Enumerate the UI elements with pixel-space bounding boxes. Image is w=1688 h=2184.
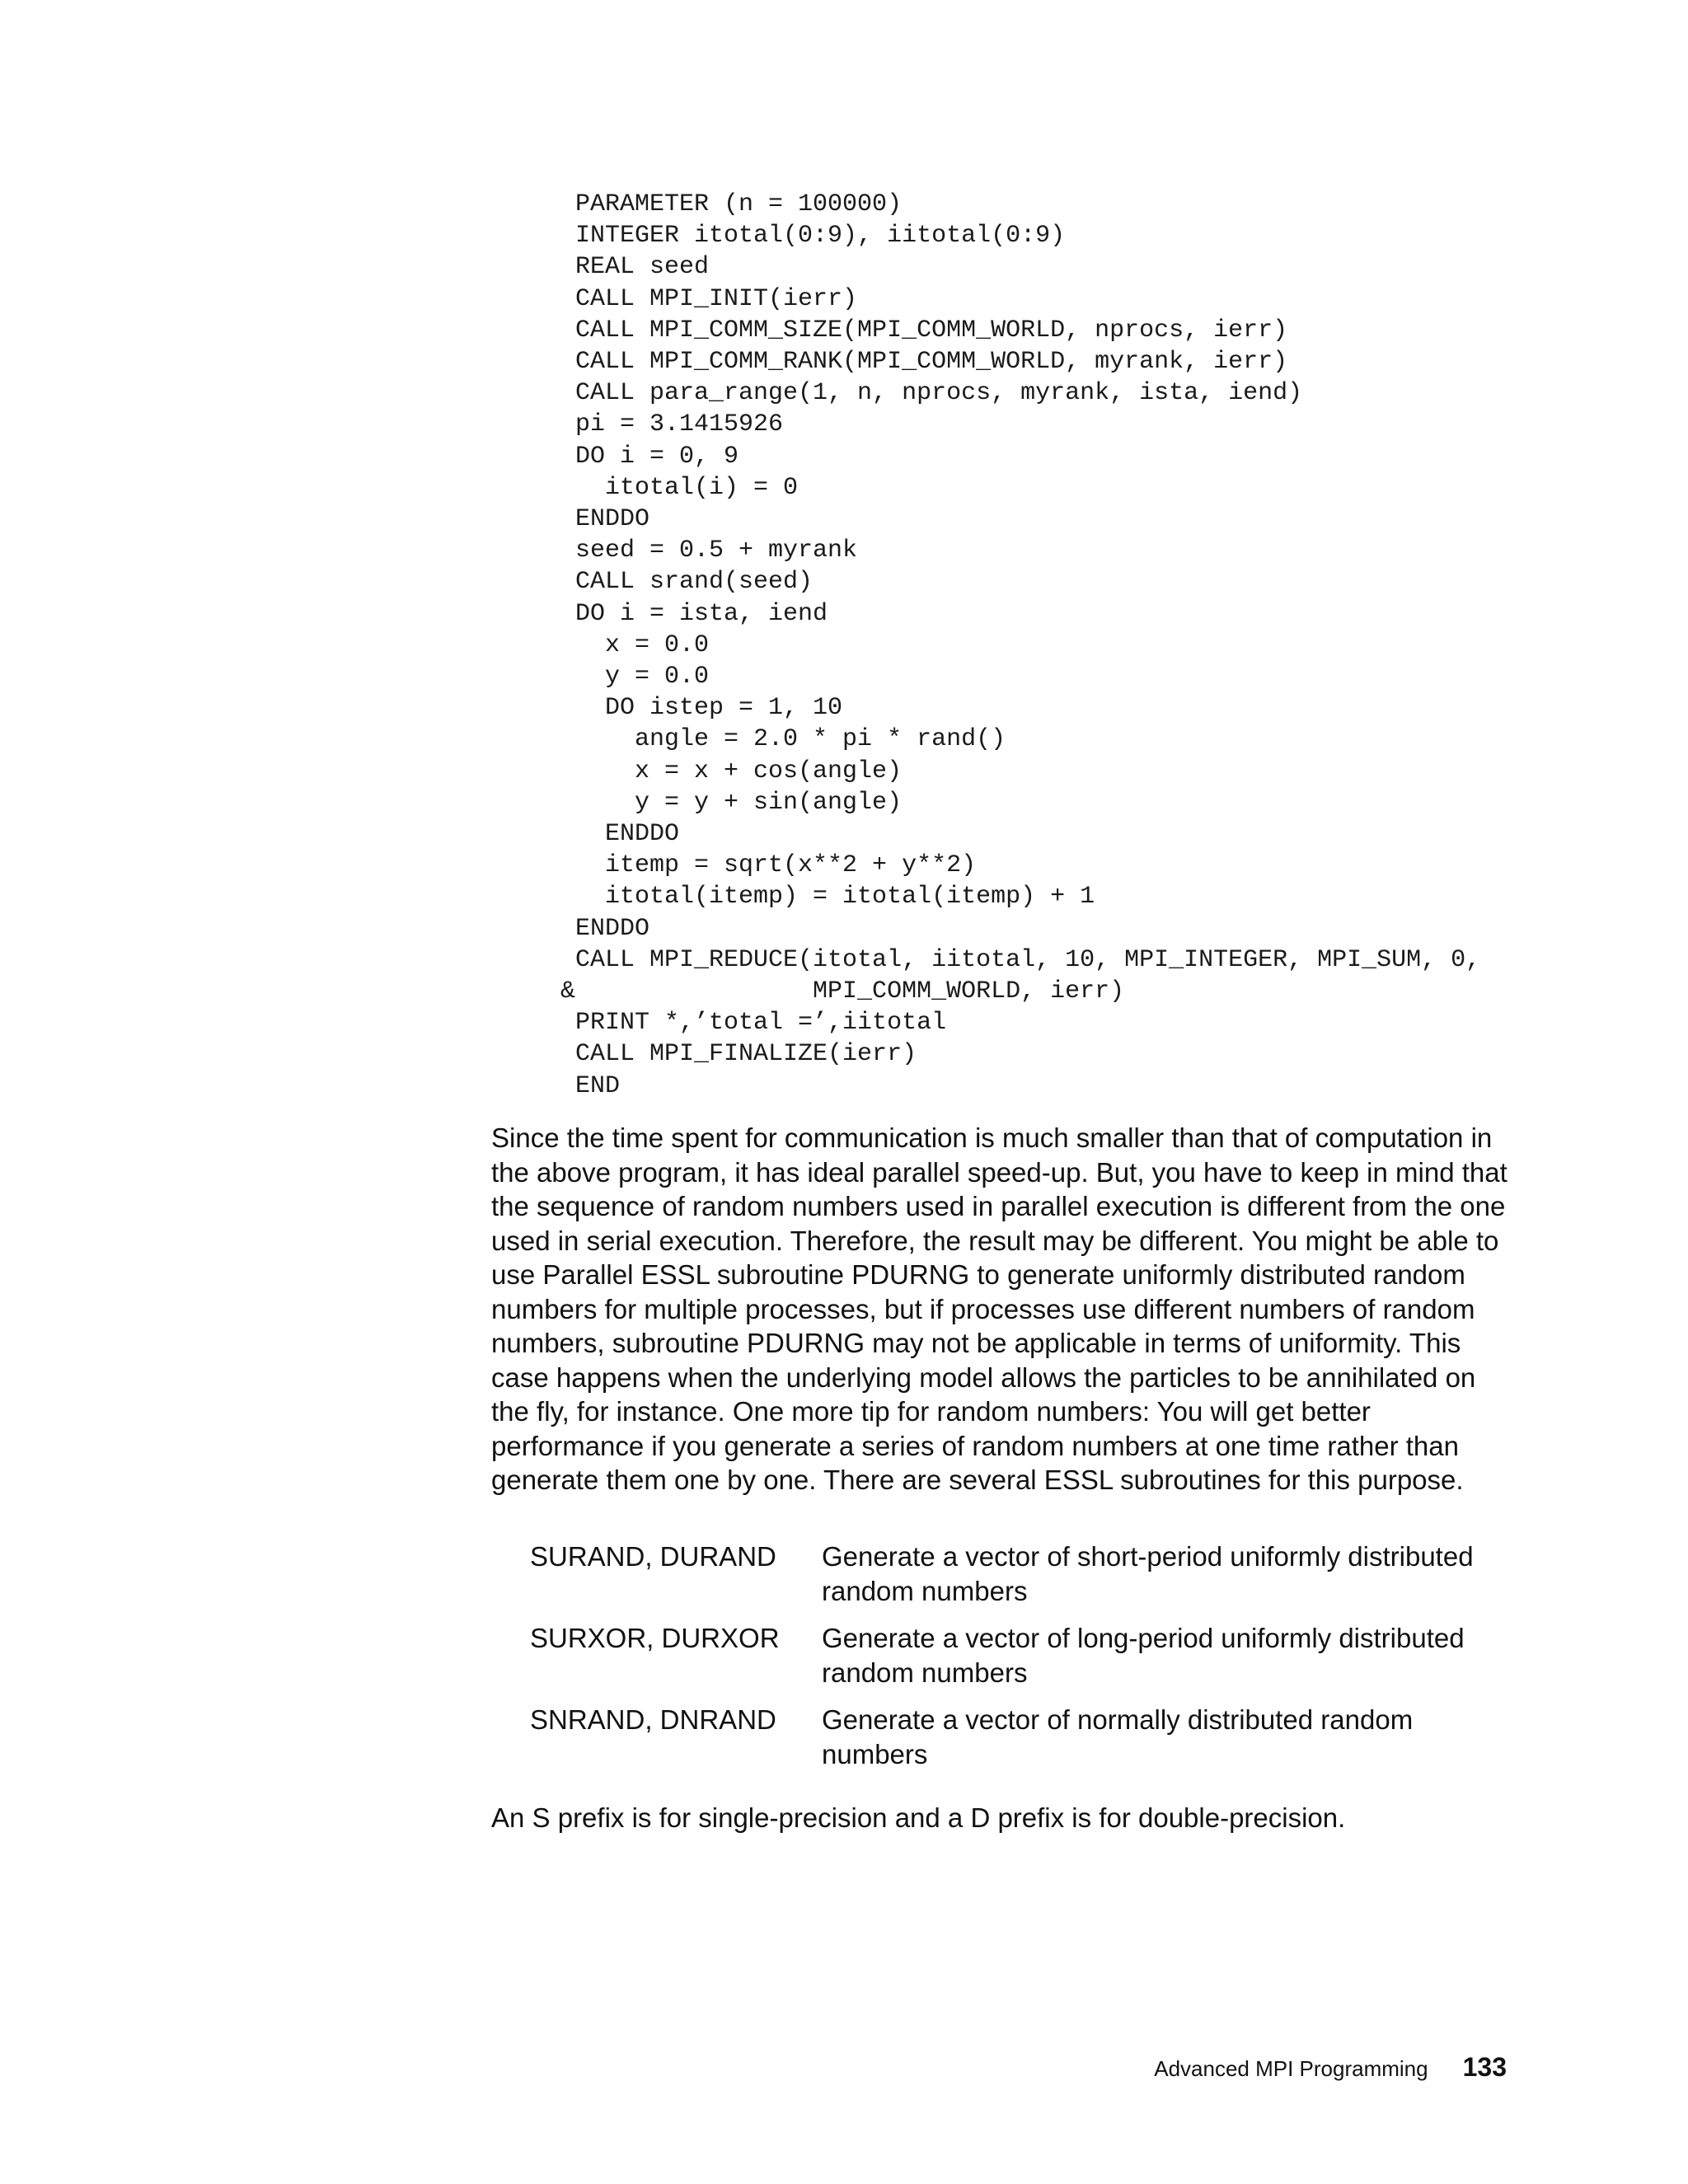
subroutine-description: Generate a vector of normally distributed random numbers: [822, 1704, 1414, 1769]
subroutine-description: Generate a vector of long-period uniformly distributed random numbers: [822, 1623, 1465, 1688]
subroutine-description: Generate a vector of short-period uniformly distributed random numbers: [822, 1541, 1474, 1606]
precision-note: An S prefix is for single-precision and a D prefix is for double-precision.: [491, 1802, 1346, 1833]
code-listing: PARAMETER (n = 100000) INTEGER itotal(0:9), iitotal(0:9) REAL seed CALL MPI_INIT(ierr) CALL MPI_COMM_SIZE(MPI_COMM_WORLD, nprocs, ierr) CALL MPI_COMM_RANK(MPI_COMM_WORLD, myrank, ierr) CALL para_range(1, n, nprocs, myrank, ista, iend) pi = 3.1415926 DO i = 0, 9 itotal(i) = 0 ENDDO seed = 0.5 + myrank CALL srand(seed) DO i = ista, iend x = 0.0 y = 0.0 DO istep = 1, 10 angle = 2.0 * pi * rand() x = x + cos(angle) y = y + sin(angle) ENDDO itemp = sqrt(x**2 + y**2) itotal(itemp) = itotal(itemp) + 1 ENDDO CALL MPI_REDUCE(itotal, iitotal, 10, MPI_INTEGER, MPI_SUM, 0, & MPI_COMM_WORLD, ierr) PRINT *,’total =’,iitotal CALL MPI_FINALIZE(ierr) END: [560, 190, 1481, 1100]
subroutine-name: SNRAND, DNRAND: [530, 1704, 776, 1735]
page-footer: [1154, 2052, 1507, 2083]
subroutine-name: SURAND, DURAND: [530, 1541, 776, 1572]
page-number: 133: [1462, 2052, 1507, 2082]
subroutine-entry: [530, 1540, 1519, 1608]
subroutine-list: [530, 1540, 1519, 1784]
subroutine-entry: [530, 1703, 1519, 1771]
subroutine-entry: [530, 1621, 1519, 1690]
body-paragraph: Since the time spent for communication is much smaller than that of computation in the above program, it has ideal parallel speed-up. But, you have to keep in mind that the sequence of random numbers used in parallel execution is different from the one used in serial execution. Therefore, the result may be different. You might be able to use Parallel ESSL subroutine PDURNG to generate uniformly distributed random numbers for multiple processes, but if processes use different numbers of random numbers, subroutine PDURNG may not be applicable in terms of uniformity. This case happens when the underlying model allows the particles to be annihilated on the fly, for instance. One more tip for random numbers: You will get better performance if you generate a series of random numbers at one time rather than generate them one by one. There are several ESSL subroutines for this purpose.: [491, 1122, 1507, 1495]
subroutine-name: SURXOR, DURXOR: [530, 1623, 780, 1653]
footer-title: Advanced MPI Programming: [1154, 2056, 1428, 2081]
